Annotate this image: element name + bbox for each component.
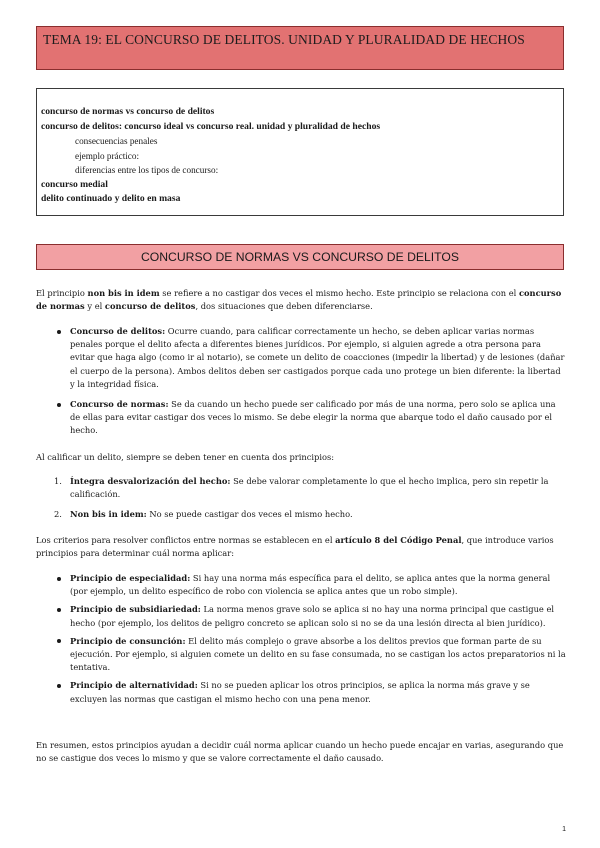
toc-subitem[interactable]: diferencias entre los tipos de concurso: [75,165,219,175]
toc-item[interactable]: concurso de delitos: concurso ideal vs concurso real. unidad y pluralidad de hechos [41,120,381,132]
list-item: Principio de especialidad: Si hay una norma más específica para el delito, se aplica antes que la norma general (por ejemplo, un delito específico de robo con violencia se aplica antes que un robo simple). [36,572,566,598]
list-item: 2. Non bis in idem: No se puede castigar dos veces el mismo hecho. [54,509,353,520]
list-item: Concurso de delitos: Ocurre cuando, para calificar correctamente un hecho, se deben aplicar varias normas penales porque el delito afecta a diferentes bienes jurídicos. Por ejemplo, si alguien agrede a otra persona para evitar que haga algo (como ir al notario), se comete un delito de coacciones (impedir la libertad) y de lesiones (dañar el cuerpo de la persona). Ambos delitos deben ser castigados porque cada uno protege un bien diferente: la libertad y la integridad física. [36,325,566,391]
list-item: Principio de alternatividad: Si no se pueden aplicar los otros principios, se aplica la norma más grave y se excluyen las normas que castigan el mismo hecho con una pena menor. [36,679,566,705]
table-of-contents [36,88,564,216]
toc-item[interactable]: concurso de normas vs concurso de delitos [41,106,215,117]
list-item: 1. Íntegra desvalorización del hecho: Se debe valorar completamente lo que el hecho implica, pero sin repetir la calificación. [54,476,549,500]
bullet-icon [57,577,61,581]
concurso-list [36,325,566,438]
summary-paragraph: En resumen, estos principios ayudan a decidir cuál norma aplicar cuando un hecho puede encajar en varias, asegurando que no se castigue dos veces lo mismo y que se valore correctamente el daño causado. [36,740,564,764]
toc-subitem[interactable]: ejemplo práctico: [75,150,140,161]
intro-paragraph: El principio non bis in idem se refiere a no castigar dos veces el mismo hecho. Este principio se relaciona con el concurso de normas y el concurso de delitos, dos situaciones que deben diferenciarse. [36,288,562,312]
criteria-paragraph: Los criterios para resolver conflictos entre normas se establecen en el artículo 8 del Código Penal, que introduce varios principios para determinar cuál norma aplicar: [36,535,554,559]
page-title: TEMA 19: EL CONCURSO DE DELITOS. UNIDAD Y PLURALIDAD DE HECHOS [36,26,564,70]
page-number: 1 [562,826,566,833]
section-heading: CONCURSO DE NORMAS VS CONCURSO DE DELITOS [36,244,564,270]
toc-item[interactable]: concurso medial [41,178,108,190]
bullet-icon [57,608,61,612]
list-item: Principio de subsidiariedad: La norma menos grave solo se aplica si no hay una norma principal que castigue el hecho (por ejemplo, los delitos de peligro concreto se aplican solo si no se da una lesión directa al bien jurídico). [36,603,566,629]
principles-intro: Al calificar un delito, siempre se deben tener en cuenta dos principios: [36,452,335,462]
list-item: Principio de consunción: El delito más complejo o grave absorbe a los delitos previos que forman parte de su ejecución. Por ejemplo, si alguien comete un delito en su fase consumada, no se castigan los actos preparatorios ni la tentativa. [36,635,566,675]
bullet-icon [57,403,61,407]
principles-list [36,475,566,522]
bullet-icon [57,684,61,688]
criteria-list [36,572,566,706]
toc-subitem[interactable]: consecuencias penales [75,136,158,146]
bullet-icon [57,639,61,643]
toc-item[interactable]: delito continuado y delito en masa [41,193,181,204]
list-item: Concurso de normas: Se da cuando un hecho puede ser calificado por más de una norma, pero solo se aplica una de ellas para evitar castigar dos veces lo mismo. Se debe elegir la norma que abarque todo el daño causado por el hecho. [36,398,566,438]
bullet-icon [57,330,61,334]
